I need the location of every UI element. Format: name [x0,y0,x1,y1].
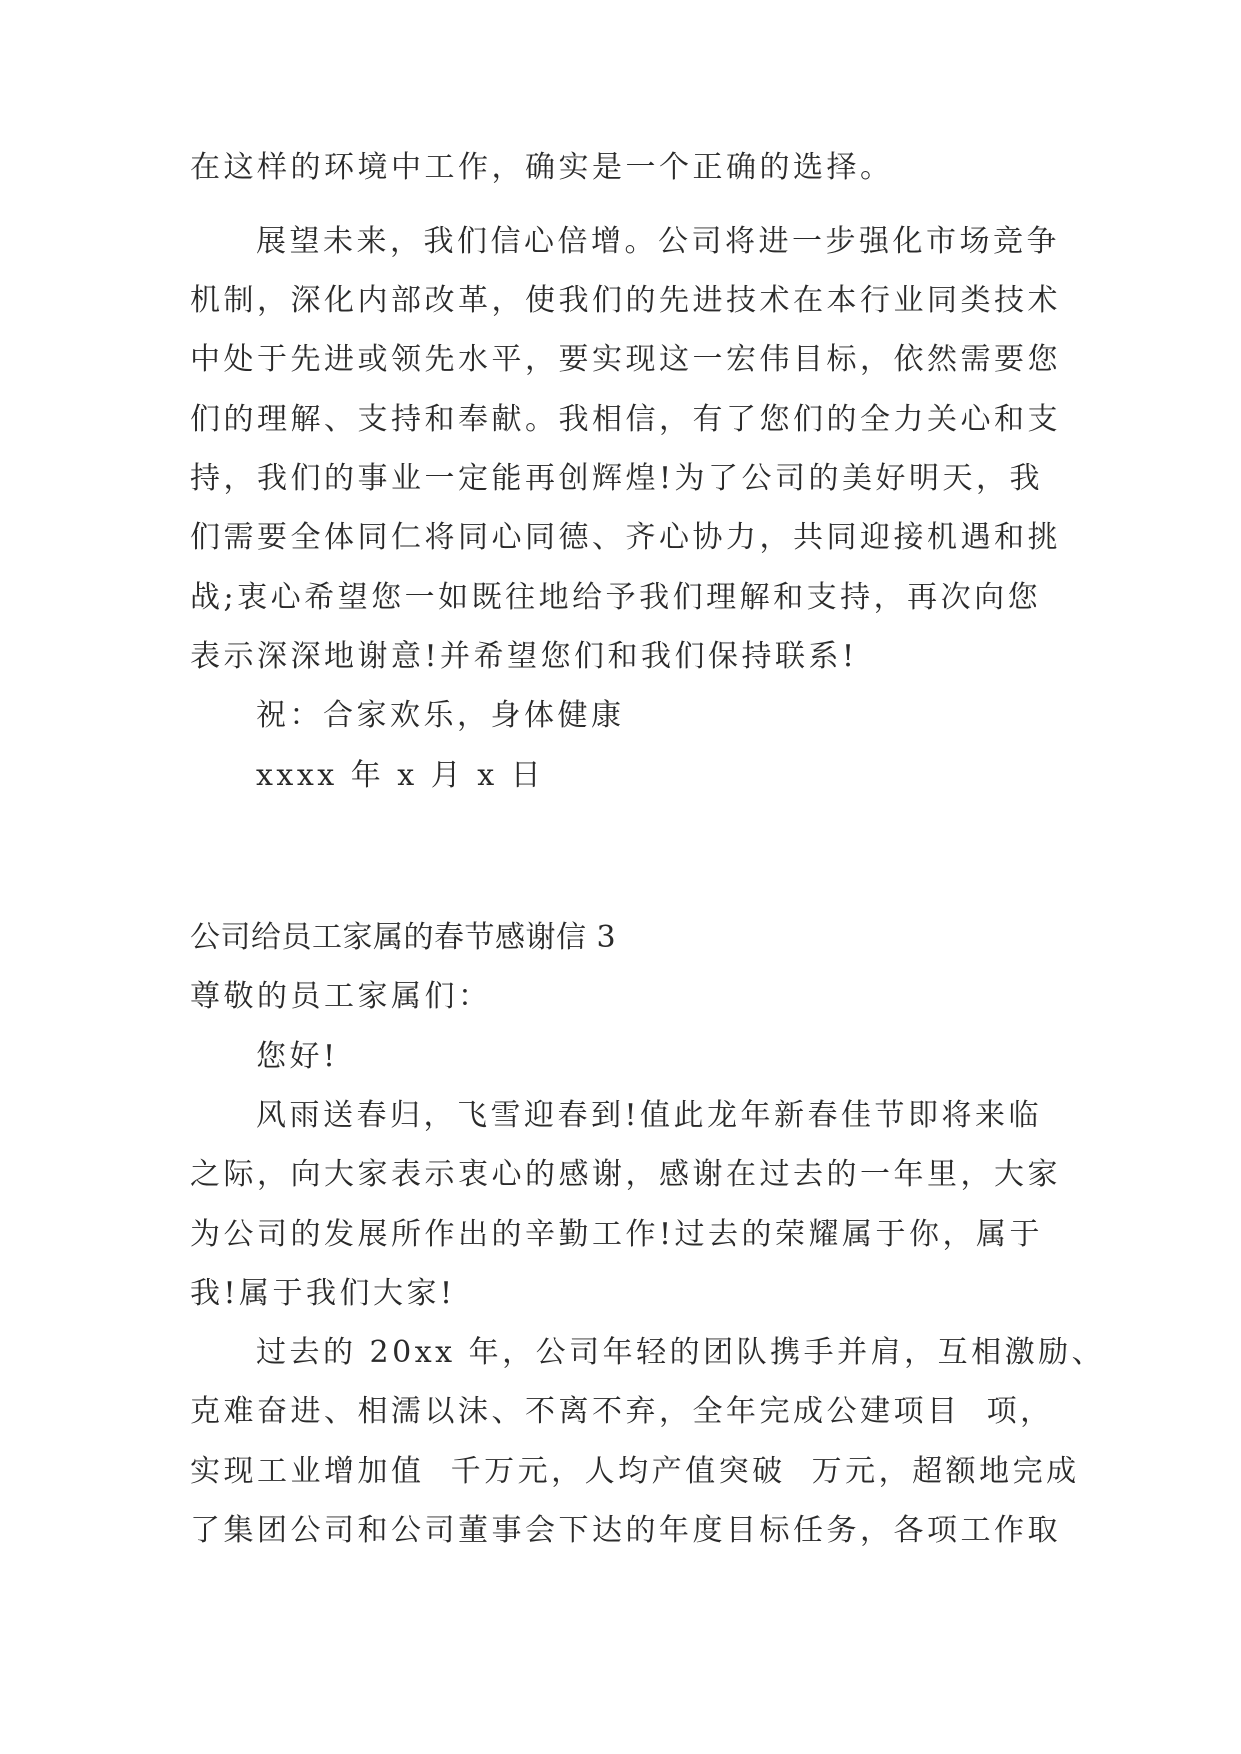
paragraph-line: 在这样的环境中工作，确实是一个正确的选择。 [190,150,894,185]
paragraph-line: 展望未来，我们信心倍增。公司将进一步强化市场竞争 [256,224,1060,259]
greeting: 您好! [256,1039,339,1074]
letter-title: 公司给员工家属的春节感谢信 3 [190,920,617,955]
salutation: 尊敬的员工家属们： [190,979,492,1014]
paragraph-line: 们的理解、支持和奉献。我相信，有了您们的全力关心和支 [190,402,1061,437]
paragraph-line: 我!属于我们大家! [190,1276,456,1311]
paragraph-line: 克难奋进、相濡以沫、不离不弃，全年完成公建项目 项， [190,1394,1054,1429]
paragraph-line: 机制，深化内部改革，使我们的先进技术在本行业同类技术 [190,283,1061,318]
paragraph-line: 们需要全体同仁将同心同德、齐心协力，共同迎接机遇和挑 [190,520,1061,555]
date-line: xxxx 年 x 月 x 日 [256,758,545,793]
closing-wish: 祝：合家欢乐，身体健康 [256,698,625,733]
paragraph-line: 实现工业增加值 千万元，人均产值突破 万元，超额地完成 [190,1454,1080,1489]
paragraph-line: 持，我们的事业一定能再创辉煌!为了公司的美好明天，我 [190,461,1044,496]
paragraph-line: 风雨送春归，飞雪迎春到!值此龙年新春佳节即将来临 [256,1098,1043,1133]
paragraph-line: 表示深深地谢意!并希望您们和我们保持联系! [190,639,858,674]
paragraph-line: 了集团公司和公司董事会下达的年度目标任务，各项工作取 [190,1513,1061,1548]
paragraph-line: 中处于先进或领先水平，要实现这一宏伟目标，依然需要您 [190,342,1061,377]
paragraph-line: 战;衷心希望您一如既往地给予我们理解和支持，再次向您 [190,580,1042,615]
paragraph-line: 之际，向大家表示衷心的感谢，感谢在过去的一年里，大家 [190,1157,1061,1192]
paragraph-line: 为公司的发展所作出的辛勤工作!过去的荣耀属于你，属于 [190,1217,1044,1252]
paragraph-line: 过去的 20xx 年，公司年轻的团队携手并肩，互相激励、 [256,1335,1106,1370]
